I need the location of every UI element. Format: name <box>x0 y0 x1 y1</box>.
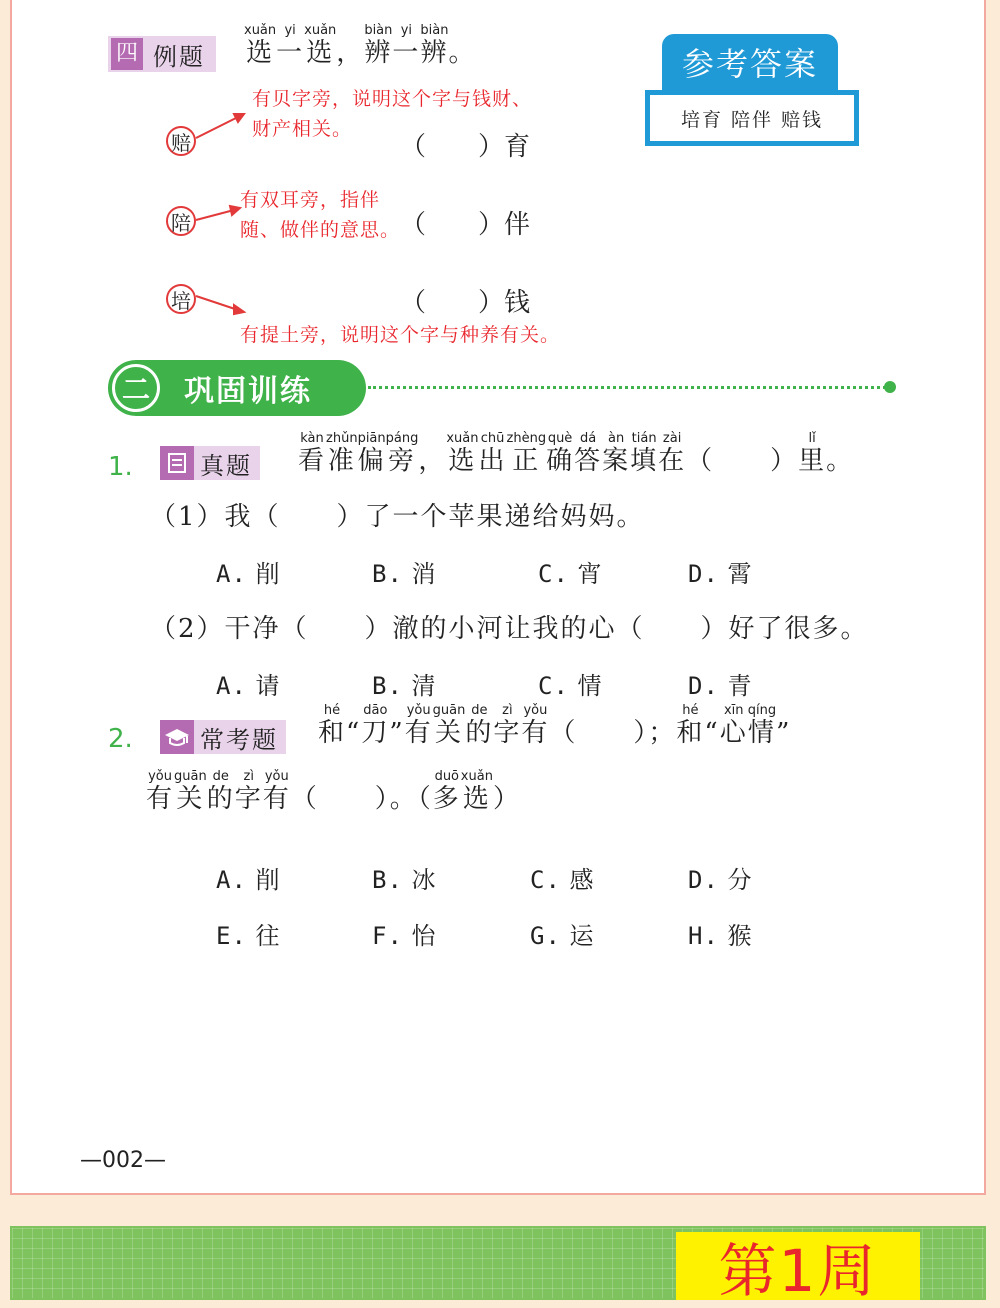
pinyin <box>418 431 446 446</box>
note-line: 有双耳旁，指伴 <box>240 189 381 211</box>
ruby-char: 关guān <box>432 703 466 748</box>
note-line: 有提土旁，说明这个字与种养有关。 <box>240 324 561 346</box>
pinyin: páng <box>385 431 419 446</box>
section-number: 二 <box>112 364 160 412</box>
example-item-2: （ ）伴 <box>400 210 531 240</box>
week-label: 第1周 <box>676 1232 920 1300</box>
option: F. 怡 <box>372 922 437 950</box>
circled-char-pei-accompany: 陪 <box>166 206 196 236</box>
ruby-char: 刀dāo <box>361 703 390 748</box>
pinyin <box>346 703 361 718</box>
option: A. 削 <box>216 560 281 588</box>
answer-content: 培育 陪伴 赔钱 <box>650 95 854 141</box>
pinyin: hé <box>676 703 705 718</box>
pinyin <box>291 769 433 784</box>
ruby-char: 有yǒu <box>404 703 433 748</box>
arrow-line <box>196 210 234 220</box>
pinyin: de <box>206 769 235 784</box>
ruby-char: 偏piān <box>357 431 386 476</box>
ruby-char: 看kàn <box>298 431 327 476</box>
ruby-char: 选xuǎn <box>304 23 337 68</box>
pinyin <box>448 23 476 38</box>
ruby-char: 出chū <box>478 431 507 476</box>
question-2-line-1 <box>318 704 791 749</box>
pinyin: zì <box>234 769 263 784</box>
example-item-3: （ ）钱 <box>400 288 531 318</box>
circled-char-pei-money: 赔 <box>166 126 196 156</box>
ruby-char: 关guān <box>174 769 207 814</box>
pinyin <box>336 23 364 38</box>
pinyin: zhǔn <box>326 431 358 446</box>
option: C. 情 <box>538 672 603 700</box>
ruby-char: 情qíng <box>747 703 777 748</box>
ruby-char: ） <box>493 784 521 814</box>
question-2-line-2 <box>146 770 521 815</box>
ruby-char: （ ）。（ <box>291 784 433 814</box>
option: D. 分 <box>688 866 753 894</box>
option: B. 冰 <box>372 866 437 894</box>
note-line: 财产相关。 <box>252 118 353 140</box>
option: H. 猴 <box>688 922 753 950</box>
ruby-char: ， <box>418 446 446 476</box>
question-1-tag-label: 真题 <box>200 451 252 480</box>
ruby-char: 选xuǎn <box>244 23 277 68</box>
ruby-char: 多duō <box>432 769 461 814</box>
pinyin: kàn <box>298 431 327 446</box>
option: C. 感 <box>530 866 595 894</box>
ruby-char: 确què <box>546 431 575 476</box>
pinyin: zì <box>493 703 522 718</box>
ruby-char: “ <box>704 718 719 748</box>
pinyin: àn <box>602 431 631 446</box>
pinyin: dá <box>574 431 603 446</box>
option: D. 霄 <box>688 560 753 588</box>
circled-char-pei-cultivate: 培 <box>166 284 196 314</box>
pinyin <box>389 703 404 718</box>
pinyin: xīn <box>719 703 748 718</box>
pinyin <box>549 703 676 718</box>
arrow-line <box>196 116 240 138</box>
ruby-char: 准zhǔn <box>326 431 358 476</box>
note-line: 随、做伴的意思。 <box>240 219 401 241</box>
pinyin: yi <box>392 23 421 38</box>
ruby-char: （ ） <box>686 446 798 476</box>
ruby-char: 案àn <box>602 431 631 476</box>
pinyin: yǒu <box>404 703 433 718</box>
arrow-line <box>196 296 238 310</box>
pinyin: yǒu <box>521 703 550 718</box>
option: D. 青 <box>688 672 753 700</box>
pinyin: tián <box>630 431 659 446</box>
pinyin: de <box>465 703 494 718</box>
pinyin: guān <box>174 769 207 784</box>
ruby-char: 答dá <box>574 431 603 476</box>
pinyin <box>826 431 854 446</box>
pinyin: biàn <box>420 23 449 38</box>
arrow-head <box>230 206 240 215</box>
ruby-char: （ ）； <box>549 718 676 748</box>
pinyin: hé <box>318 703 346 718</box>
example-badge-label: 例题 <box>153 42 205 71</box>
pinyin: yǒu <box>262 769 291 784</box>
answer-title: 参考答案 <box>662 34 838 90</box>
ruby-char: ” <box>776 718 791 748</box>
example-item-1: （ ）育 <box>400 132 531 162</box>
section-banner <box>108 360 366 416</box>
pinyin <box>493 769 521 784</box>
ruby-char: 心xīn <box>719 703 748 748</box>
pinyin: zài <box>658 431 687 446</box>
pinyin: zhèng <box>506 431 547 446</box>
pinyin: què <box>546 431 575 446</box>
example-number-icon: 四 <box>111 38 143 70</box>
pinyin: xuǎn <box>460 769 493 784</box>
arrow-head <box>234 305 244 314</box>
pinyin: yi <box>276 23 305 38</box>
question-1-stem <box>298 432 854 477</box>
question-1-sub-2: （2）干净（ ）澈的小河让我的心（ ）好了很多。 <box>150 614 869 644</box>
note-line: 有贝字旁，说明这个字与钱财、 <box>252 88 533 110</box>
ruby-char: 有yǒu <box>521 703 550 748</box>
question-2-number: 2. <box>108 724 133 754</box>
option: G. 运 <box>530 922 595 950</box>
ruby-char: 字zì <box>234 769 263 814</box>
ruby-char: 字zì <box>493 703 522 748</box>
pinyin: yǒu <box>146 769 175 784</box>
pinyin: xuǎn <box>304 23 337 38</box>
question-1-tag <box>160 446 260 480</box>
ruby-char: 在zài <box>658 431 687 476</box>
graduation-cap-icon <box>160 720 194 754</box>
question-2-tag-label: 常考题 <box>200 725 278 754</box>
ruby-char: ， <box>336 38 364 68</box>
option: A. 削 <box>216 866 281 894</box>
option: A. 请 <box>216 672 281 700</box>
question-2-tag <box>160 720 286 754</box>
example-badge <box>108 36 216 72</box>
arrow-head <box>234 114 244 122</box>
pinyin: dāo <box>361 703 390 718</box>
worksheet-page <box>10 0 986 1195</box>
ruby-char: ” <box>389 718 404 748</box>
ruby-char: 。 <box>448 38 476 68</box>
ruby-char: 正zhèng <box>506 431 547 476</box>
ruby-char: 辨biàn <box>364 23 393 68</box>
option: B. 清 <box>372 672 437 700</box>
pinyin <box>704 703 719 718</box>
ruby-char: 的de <box>465 703 494 748</box>
pinyin: guān <box>432 703 466 718</box>
ruby-char: 。 <box>826 446 854 476</box>
option: C. 宵 <box>538 560 603 588</box>
ruby-char: 和hé <box>318 703 347 748</box>
pinyin: biàn <box>364 23 393 38</box>
pinyin <box>776 703 791 718</box>
example-title <box>244 24 477 69</box>
ruby-char: 填tián <box>630 431 659 476</box>
ruby-char: 选xuǎn <box>446 431 479 476</box>
pinyin <box>686 431 798 446</box>
pinyin: duō <box>432 769 461 784</box>
question-1-sub-1: （1）我（ ）了一个苹果递给妈妈。 <box>150 502 645 532</box>
question-1-number: 1. <box>108 452 133 482</box>
answer-box <box>645 90 859 146</box>
pinyin: xuǎn <box>244 23 277 38</box>
page-number: —002— <box>80 1148 166 1173</box>
pinyin: qíng <box>747 703 777 718</box>
option: E. 往 <box>216 922 281 950</box>
ruby-char: 辨biàn <box>420 23 449 68</box>
ruby-char: 有yǒu <box>146 769 175 814</box>
section-divider <box>368 386 886 389</box>
ruby-char: 有yǒu <box>262 769 291 814</box>
ruby-char: 一yi <box>392 23 421 68</box>
pinyin: xuǎn <box>446 431 479 446</box>
ruby-char: 一yi <box>276 23 305 68</box>
ruby-char: 和hé <box>676 703 705 748</box>
section-title: 巩固训练 <box>184 374 312 409</box>
ruby-char: 选xuǎn <box>460 769 493 814</box>
divider-end-dot <box>884 381 896 393</box>
ruby-char: “ <box>346 718 361 748</box>
ruby-char: 里lǐ <box>798 431 827 476</box>
book-icon <box>160 446 194 480</box>
ruby-char: 的de <box>206 769 235 814</box>
pinyin: lǐ <box>798 431 827 446</box>
option: B. 消 <box>372 560 437 588</box>
pinyin: chū <box>478 431 507 446</box>
ruby-char: 旁páng <box>385 431 419 476</box>
pinyin: piān <box>357 431 386 446</box>
